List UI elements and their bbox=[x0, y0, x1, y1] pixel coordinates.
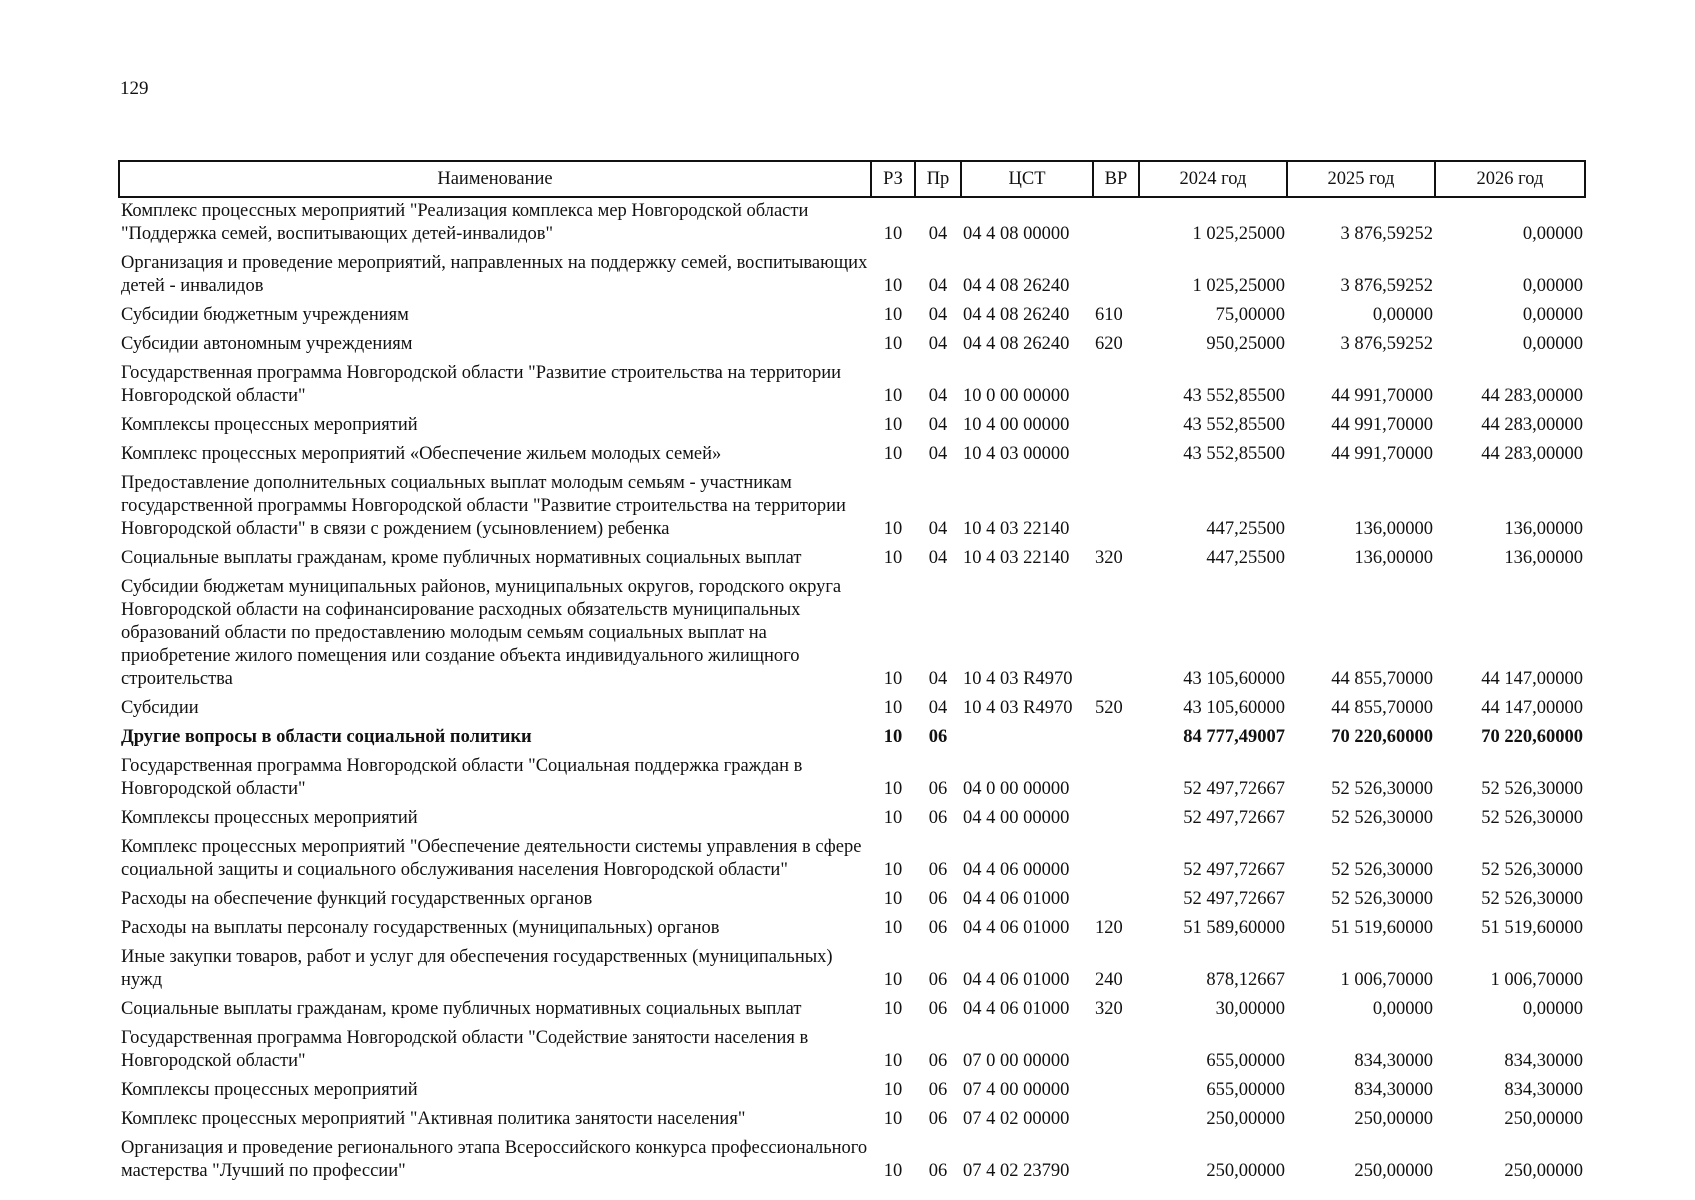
cell-y2026: 1 006,70000 bbox=[1490, 970, 1583, 990]
cell-vr bbox=[1093, 1077, 1139, 1106]
cell-rz: 10 bbox=[883, 548, 903, 568]
cell-cst bbox=[961, 724, 1093, 753]
cell-y2026: 51 519,60000 bbox=[1481, 918, 1583, 938]
cell-name: Организация и проведение мероприятий, направленных на поддержку семей, воспитывающих детей - инвалидов bbox=[121, 253, 868, 296]
cell-pr: 06 bbox=[928, 808, 948, 828]
cell-pr: 04 bbox=[928, 519, 948, 539]
table-row bbox=[119, 574, 1585, 695]
cell-y2025: 136,00000 bbox=[1354, 519, 1433, 539]
cell-y2025: 44 991,70000 bbox=[1331, 444, 1433, 464]
cell-name: Социальные выплаты гражданам, кроме публичных нормативных социальных выплат bbox=[121, 999, 802, 1019]
cell-pr: 06 bbox=[928, 1161, 948, 1181]
cell-name: Комплекс процессных мероприятий «Обеспечение жильем молодых семей» bbox=[121, 444, 722, 464]
cell-y2024: 52 497,72667 bbox=[1183, 889, 1285, 909]
cell-vr: 120 bbox=[1095, 918, 1123, 938]
cell-pr: 06 bbox=[928, 1051, 948, 1071]
cell-rz: 10 bbox=[883, 305, 903, 325]
cell-y2024: 655,00000 bbox=[1206, 1051, 1285, 1071]
cell-y2024: 250,00000 bbox=[1206, 1161, 1285, 1181]
header-rz: РЗ bbox=[871, 161, 915, 197]
cell-y2026: 44 283,00000 bbox=[1481, 444, 1583, 464]
table-row bbox=[119, 545, 1585, 574]
cell-cst: 10 4 03 R4970 bbox=[963, 698, 1073, 718]
cell-name: Иные закупки товаров, работ и услуг для обеспечения государственных (муниципальных) нужд bbox=[121, 947, 833, 990]
header-vr: ВР bbox=[1093, 161, 1139, 197]
cell-y2024: 75,00000 bbox=[1215, 305, 1285, 325]
cell-y2026: 44 283,00000 bbox=[1481, 415, 1583, 435]
cell-pr: 04 bbox=[928, 698, 948, 718]
cell-y2025: 3 876,59252 bbox=[1340, 334, 1433, 354]
table-row bbox=[119, 915, 1585, 944]
cell-rz: 10 bbox=[883, 224, 903, 244]
cell-rz: 10 bbox=[883, 889, 903, 909]
cell-y2024: 43 552,85500 bbox=[1183, 444, 1285, 464]
cell-y2026: 44 147,00000 bbox=[1481, 698, 1583, 718]
table-row bbox=[119, 470, 1585, 545]
cell-cst: 10 0 00 00000 bbox=[963, 386, 1070, 406]
cell-vr bbox=[1093, 250, 1139, 302]
cell-rz: 10 bbox=[883, 970, 903, 990]
cell-cst: 10 4 03 00000 bbox=[963, 444, 1070, 464]
table-row bbox=[119, 834, 1585, 886]
table-row bbox=[119, 724, 1585, 753]
cell-pr: 04 bbox=[928, 669, 948, 689]
cell-cst: 07 4 02 23790 bbox=[963, 1161, 1070, 1181]
table-row bbox=[119, 695, 1585, 724]
cell-rz: 10 bbox=[883, 999, 903, 1019]
table-row bbox=[119, 805, 1585, 834]
cell-y2024: 43 105,60000 bbox=[1183, 669, 1285, 689]
cell-y2026: 0,00000 bbox=[1522, 999, 1583, 1019]
cell-y2026: 0,00000 bbox=[1522, 305, 1583, 325]
cell-vr bbox=[1093, 724, 1139, 753]
cell-name: Комплексы процессных мероприятий bbox=[121, 1080, 418, 1100]
cell-rz: 10 bbox=[883, 519, 903, 539]
cell-name: Субсидии bbox=[121, 698, 199, 718]
table-row bbox=[119, 1135, 1585, 1187]
cell-pr: 06 bbox=[928, 970, 948, 990]
table-row bbox=[119, 302, 1585, 331]
cell-cst: 04 4 06 01000 bbox=[963, 889, 1070, 909]
cell-y2024: 43 105,60000 bbox=[1183, 698, 1285, 718]
cell-name: Государственная программа Новгородской области "Социальная поддержка граждан в Новгородской области" bbox=[121, 756, 803, 799]
cell-pr: 06 bbox=[928, 1109, 948, 1129]
cell-cst: 04 4 08 26240 bbox=[963, 334, 1070, 354]
budget-table bbox=[118, 160, 1586, 1187]
cell-y2025: 3 876,59252 bbox=[1340, 276, 1433, 296]
cell-y2025: 52 526,30000 bbox=[1331, 860, 1433, 880]
cell-vr bbox=[1093, 1135, 1139, 1187]
cell-vr: 320 bbox=[1095, 548, 1123, 568]
cell-cst: 07 4 00 00000 bbox=[963, 1080, 1070, 1100]
cell-y2025: 0,00000 bbox=[1372, 305, 1433, 325]
cell-y2025: 250,00000 bbox=[1354, 1109, 1433, 1129]
cell-name: Субсидии бюджетным учреждениям bbox=[121, 305, 409, 325]
cell-pr: 06 bbox=[928, 999, 948, 1019]
cell-rz: 10 bbox=[883, 386, 903, 406]
cell-pr: 06 bbox=[928, 889, 948, 909]
cell-y2024: 878,12667 bbox=[1206, 970, 1285, 990]
header-2025: 2025 год bbox=[1287, 161, 1435, 197]
cell-name: Субсидии автономным учреждениям bbox=[121, 334, 413, 354]
cell-vr bbox=[1093, 441, 1139, 470]
cell-vr bbox=[1093, 197, 1139, 250]
cell-name: Государственная программа Новгородской области "Содействие занятости населения в Новгородской области" bbox=[121, 1028, 809, 1071]
cell-y2024: 1 025,25000 bbox=[1192, 224, 1285, 244]
header-cst: ЦСТ bbox=[961, 161, 1093, 197]
cell-pr: 04 bbox=[928, 444, 948, 464]
table-header-row bbox=[119, 161, 1585, 197]
cell-y2026: 52 526,30000 bbox=[1481, 889, 1583, 909]
cell-y2026: 834,30000 bbox=[1504, 1080, 1583, 1100]
cell-y2026: 52 526,30000 bbox=[1481, 779, 1583, 799]
header-pr: Пр bbox=[915, 161, 961, 197]
cell-y2026: 250,00000 bbox=[1504, 1161, 1583, 1181]
cell-y2024: 43 552,85500 bbox=[1183, 386, 1285, 406]
cell-y2024: 950,25000 bbox=[1206, 334, 1285, 354]
table-row bbox=[119, 944, 1585, 996]
table-row bbox=[119, 1077, 1585, 1106]
cell-name: Комплекс процессных мероприятий "Обеспечение деятельности системы управления в сфере социальной защиты и социального обслуживания населения Новгородской области" bbox=[121, 837, 862, 880]
header-2024: 2024 год bbox=[1139, 161, 1287, 197]
table-body bbox=[119, 197, 1585, 1187]
cell-cst: 04 4 06 01000 bbox=[963, 999, 1070, 1019]
cell-vr: 520 bbox=[1095, 698, 1123, 718]
cell-y2025: 70 220,60000 bbox=[1331, 727, 1433, 747]
table-row bbox=[119, 412, 1585, 441]
table-row bbox=[119, 1106, 1585, 1135]
cell-vr bbox=[1093, 834, 1139, 886]
cell-cst: 04 4 06 01000 bbox=[963, 970, 1070, 990]
cell-y2025: 834,30000 bbox=[1354, 1051, 1433, 1071]
cell-cst: 07 0 00 00000 bbox=[963, 1051, 1070, 1071]
header-2026: 2026 год bbox=[1435, 161, 1585, 197]
cell-vr bbox=[1093, 805, 1139, 834]
table-row bbox=[119, 197, 1585, 250]
cell-y2024: 447,25500 bbox=[1206, 519, 1285, 539]
cell-rz: 10 bbox=[883, 860, 903, 880]
cell-vr bbox=[1093, 412, 1139, 441]
cell-vr bbox=[1093, 753, 1139, 805]
table-row bbox=[119, 996, 1585, 1025]
cell-y2024: 43 552,85500 bbox=[1183, 415, 1285, 435]
cell-y2025: 51 519,60000 bbox=[1331, 918, 1433, 938]
cell-vr bbox=[1093, 470, 1139, 545]
cell-y2026: 0,00000 bbox=[1522, 334, 1583, 354]
cell-cst: 04 4 08 00000 bbox=[963, 224, 1070, 244]
cell-rz: 10 bbox=[883, 918, 903, 938]
cell-y2026: 136,00000 bbox=[1504, 548, 1583, 568]
cell-cst: 04 4 08 26240 bbox=[963, 305, 1070, 325]
cell-y2024: 447,25500 bbox=[1206, 548, 1285, 568]
cell-name: Социальные выплаты гражданам, кроме публичных нормативных социальных выплат bbox=[121, 548, 802, 568]
cell-cst: 10 4 03 22140 bbox=[963, 519, 1070, 539]
cell-y2024: 52 497,72667 bbox=[1183, 860, 1285, 880]
cell-name: Комплекс процессных мероприятий "Реализация комплекса мер Новгородской области "Поддержка семей, воспитывающих детей-инвалидов" bbox=[121, 201, 809, 244]
cell-rz: 10 bbox=[883, 727, 903, 747]
cell-name: Комплекс процессных мероприятий "Активная политика занятости населения" bbox=[121, 1109, 746, 1129]
cell-rz: 10 bbox=[883, 669, 903, 689]
cell-name: Комплексы процессных мероприятий bbox=[121, 415, 418, 435]
cell-y2025: 52 526,30000 bbox=[1331, 779, 1433, 799]
cell-y2025: 44 855,70000 bbox=[1331, 669, 1433, 689]
cell-y2025: 52 526,30000 bbox=[1331, 889, 1433, 909]
cell-cst: 04 4 00 00000 bbox=[963, 808, 1070, 828]
cell-name: Комплексы процессных мероприятий bbox=[121, 808, 418, 828]
cell-y2025: 44 991,70000 bbox=[1331, 415, 1433, 435]
cell-rz: 10 bbox=[883, 808, 903, 828]
cell-name: Расходы на выплаты персоналу государственных (муниципальных) органов bbox=[121, 918, 720, 938]
cell-y2025: 3 876,59252 bbox=[1340, 224, 1433, 244]
cell-y2026: 52 526,30000 bbox=[1481, 860, 1583, 880]
cell-y2026: 0,00000 bbox=[1522, 276, 1583, 296]
table-row bbox=[119, 441, 1585, 470]
cell-pr: 04 bbox=[928, 276, 948, 296]
cell-y2026: 250,00000 bbox=[1504, 1109, 1583, 1129]
cell-y2026: 136,00000 bbox=[1504, 519, 1583, 539]
cell-cst: 04 4 06 01000 bbox=[963, 918, 1070, 938]
cell-vr: 320 bbox=[1095, 999, 1123, 1019]
cell-y2025: 136,00000 bbox=[1354, 548, 1433, 568]
cell-cst: 04 0 00 00000 bbox=[963, 779, 1070, 799]
table-row bbox=[119, 250, 1585, 302]
cell-cst: 04 4 08 26240 bbox=[963, 276, 1070, 296]
cell-rz: 10 bbox=[883, 444, 903, 464]
cell-pr: 06 bbox=[928, 1080, 948, 1100]
cell-pr: 06 bbox=[928, 918, 948, 938]
cell-rz: 10 bbox=[883, 334, 903, 354]
cell-y2024: 655,00000 bbox=[1206, 1080, 1285, 1100]
cell-rz: 10 bbox=[883, 1109, 903, 1129]
cell-y2025: 52 526,30000 bbox=[1331, 808, 1433, 828]
cell-y2024: 30,00000 bbox=[1215, 999, 1285, 1019]
cell-y2026: 44 147,00000 bbox=[1481, 669, 1583, 689]
cell-vr bbox=[1093, 1025, 1139, 1077]
cell-pr: 04 bbox=[928, 305, 948, 325]
cell-rz: 10 bbox=[883, 779, 903, 799]
cell-y2025: 44 855,70000 bbox=[1331, 698, 1433, 718]
cell-pr: 06 bbox=[928, 727, 948, 747]
cell-y2024: 52 497,72667 bbox=[1183, 808, 1285, 828]
cell-rz: 10 bbox=[883, 1051, 903, 1071]
cell-pr: 06 bbox=[928, 860, 948, 880]
cell-rz: 10 bbox=[883, 698, 903, 718]
cell-y2026: 0,00000 bbox=[1522, 224, 1583, 244]
cell-name: Другие вопросы в области социальной политики bbox=[121, 727, 532, 747]
cell-y2026: 44 283,00000 bbox=[1481, 386, 1583, 406]
header-name: Наименование bbox=[119, 161, 871, 197]
cell-pr: 04 bbox=[928, 224, 948, 244]
cell-y2025: 250,00000 bbox=[1354, 1161, 1433, 1181]
cell-name: Субсидии бюджетам муниципальных районов, муниципальных округов, городского округа Новгородской области на софинансирование расходных обязательств муниципальных образований области по предоставлению молодым семьям социальных выплат на приобретение жилого помещения или создание объекта индивидуального жилищного строительства bbox=[121, 577, 842, 689]
cell-y2024: 250,00000 bbox=[1206, 1109, 1285, 1129]
cell-pr: 04 bbox=[928, 334, 948, 354]
cell-vr bbox=[1093, 1106, 1139, 1135]
cell-vr bbox=[1093, 886, 1139, 915]
cell-cst: 10 4 00 00000 bbox=[963, 415, 1070, 435]
cell-vr: 240 bbox=[1095, 970, 1123, 990]
cell-name: Организация и проведение регионального этапа Всероссийского конкурса профессионального мастерства "Лучший по профессии" bbox=[121, 1138, 868, 1181]
cell-y2025: 834,30000 bbox=[1354, 1080, 1433, 1100]
cell-rz: 10 bbox=[883, 1080, 903, 1100]
cell-y2024: 1 025,25000 bbox=[1192, 276, 1285, 296]
cell-vr bbox=[1093, 574, 1139, 695]
cell-vr bbox=[1093, 360, 1139, 412]
cell-pr: 04 bbox=[928, 415, 948, 435]
cell-pr: 04 bbox=[928, 548, 948, 568]
cell-cst: 10 4 03 R4970 bbox=[963, 669, 1073, 689]
cell-pr: 04 bbox=[928, 386, 948, 406]
cell-y2026: 52 526,30000 bbox=[1481, 808, 1583, 828]
cell-y2026: 70 220,60000 bbox=[1481, 727, 1583, 747]
cell-y2025: 44 991,70000 bbox=[1331, 386, 1433, 406]
cell-name: Государственная программа Новгородской области "Развитие строительства на территории Новгородской области" bbox=[121, 363, 842, 406]
cell-y2026: 834,30000 bbox=[1504, 1051, 1583, 1071]
cell-rz: 10 bbox=[883, 415, 903, 435]
cell-rz: 10 bbox=[883, 276, 903, 296]
cell-vr: 610 bbox=[1095, 305, 1123, 325]
cell-name: Расходы на обеспечение функций государственных органов bbox=[121, 889, 593, 909]
cell-pr: 06 bbox=[928, 779, 948, 799]
cell-y2024: 51 589,60000 bbox=[1183, 918, 1285, 938]
cell-rz: 10 bbox=[883, 1161, 903, 1181]
cell-y2024: 84 777,49007 bbox=[1183, 727, 1285, 747]
cell-cst: 07 4 02 00000 bbox=[963, 1109, 1070, 1129]
page-number: 129 bbox=[120, 78, 149, 99]
table-row bbox=[119, 360, 1585, 412]
table-row bbox=[119, 753, 1585, 805]
cell-cst: 10 4 03 22140 bbox=[963, 548, 1070, 568]
cell-y2025: 1 006,70000 bbox=[1340, 970, 1433, 990]
cell-cst: 04 4 06 00000 bbox=[963, 860, 1070, 880]
cell-y2024: 52 497,72667 bbox=[1183, 779, 1285, 799]
table-row bbox=[119, 331, 1585, 360]
table-row bbox=[119, 1025, 1585, 1077]
cell-vr: 620 bbox=[1095, 334, 1123, 354]
cell-y2025: 0,00000 bbox=[1372, 999, 1433, 1019]
cell-name: Предоставление дополнительных социальных выплат молодым семьям - участникам государственной программы Новгородской области "Развитие строительства на территории Новгородской области" в связи с рождением (усыновлением) ребенка bbox=[121, 473, 846, 539]
table-row bbox=[119, 886, 1585, 915]
